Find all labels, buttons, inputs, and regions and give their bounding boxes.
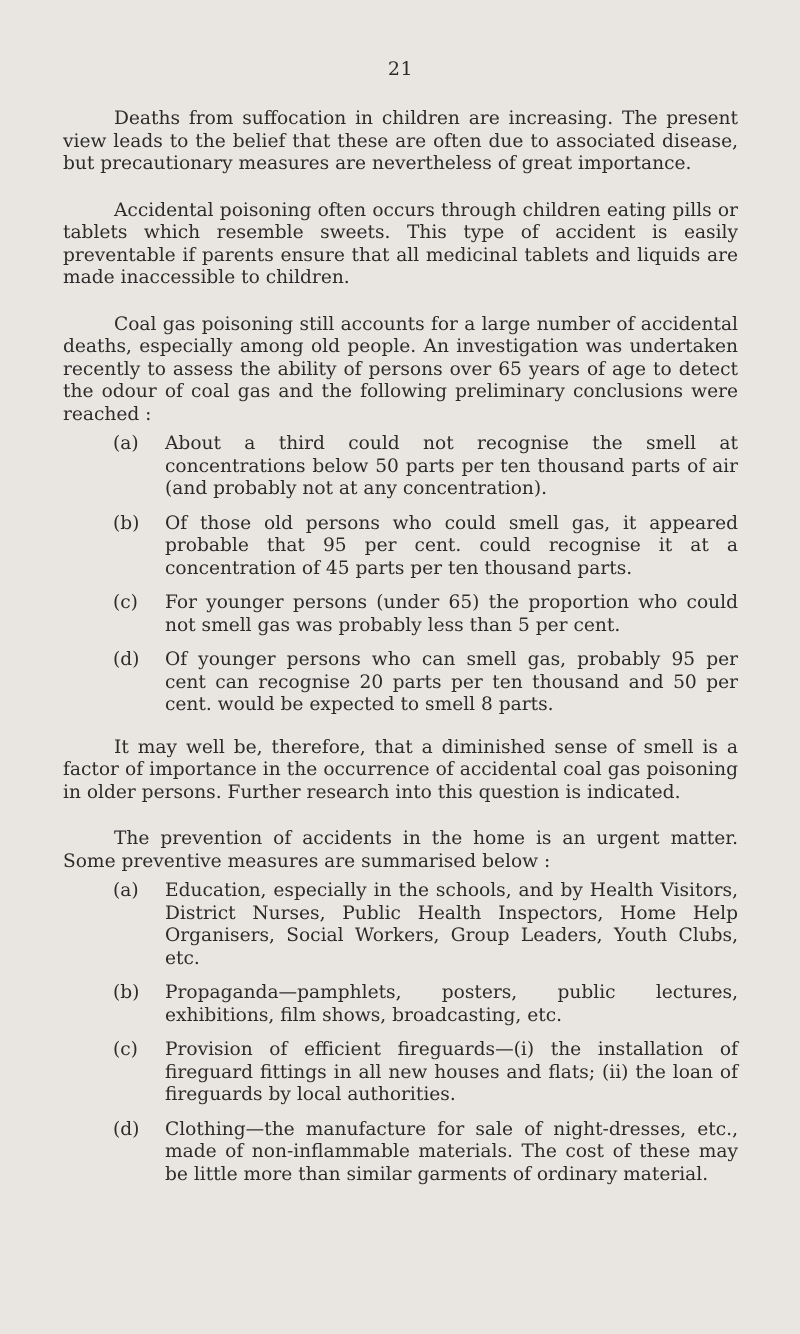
list-item (63, 880, 738, 970)
paragraph-prevention: The prevention of accidents in the home is an urgent matter. Some preventive measures are summarised below : (63, 828, 738, 872)
list-item (63, 1039, 738, 1107)
list-item-label: (b) (113, 982, 140, 1003)
list-item-text: Propaganda—pamphlets, posters, public lectures, exhibitions, film shows, broadcasting, etc. (165, 982, 738, 1026)
list-item-text: Of those old persons who could smell gas, it appeared probable that 95 per cent. could recognise it at a concentration of 45 parts per ten thousand parts. (165, 512, 738, 579)
list-item-text: About a third could not recognise the smell at concentrations below 50 parts per ten thousand parts of air (and probably not at any concentration). (165, 433, 738, 499)
list-item-label: (d) (113, 649, 140, 670)
paragraph-poisoning: Accidental poisoning often occurs through children eating pills or tablets which resemble sweets. This type of accident is easily preventable if parents ensure that all medicinal tablets and liquids are made inaccessible to children. (63, 199, 738, 288)
list-item-label: (c) (113, 592, 138, 613)
preventive-measures-list (63, 880, 738, 1186)
list-item (63, 1119, 738, 1187)
list-item-text: Education, especially in the schools, and by Health Visitors, District Nurses, Public Health Inspectors, Home Help Organisers, Social Workers, Group Leaders, Youth Clubs, etc. (165, 880, 738, 969)
page-number: 21 (387, 58, 414, 80)
list-item-label: (d) (113, 1118, 140, 1140)
list-item-label: (c) (113, 1039, 138, 1060)
coal-gas-conclusions-list (63, 433, 738, 717)
list-item (63, 982, 738, 1027)
list-item (63, 513, 738, 581)
list-item-text: Of younger persons who can smell gas, probably 95 per cent can recognise 20 parts per ten thousand and 50 per cent. would be expected to smell 8 parts. (165, 649, 738, 715)
list-item-label: (a) (113, 433, 139, 454)
list-item (63, 592, 738, 637)
list-item-text: Clothing—the manufacture for sale of night-dresses, etc., made of non-inflammable materials. The cost of these may be little more than similar garments of ordinary material. (165, 1118, 738, 1185)
paragraph-diminished-smell: It may well be, therefore, that a diminished sense of smell is a factor of importance in the occurrence of accidental coal gas poisoning in older persons. Further research into this question is indicated. (63, 736, 738, 803)
list-item-text: For younger persons (under 65) the proportion who could not smell gas was probably less than 5 per cent. (165, 592, 738, 636)
list-item-label: (b) (113, 512, 140, 534)
paragraph-coal-gas: Coal gas poisoning still accounts for a large number of accidental deaths, especially among old people. An investigation was undertaken recently to assess the ability of persons over 65 years of age to detect the odour of coal gas and the following preliminary conclusions were reached : (63, 313, 738, 425)
list-item (63, 649, 738, 717)
list-item-text: Provision of efficient fireguards—(i) the installation of fireguard fittings in all new houses and flats; (ii) the loan of fireguards by local authorities. (165, 1039, 738, 1105)
list-item-label: (a) (113, 880, 139, 901)
list-item (63, 433, 738, 501)
paragraph-suffocation: Deaths from suffocation in children are increasing. The present view leads to the belief that these are often due to associated disease, but precautionary measures are nevertheless of great importance. (63, 108, 738, 174)
